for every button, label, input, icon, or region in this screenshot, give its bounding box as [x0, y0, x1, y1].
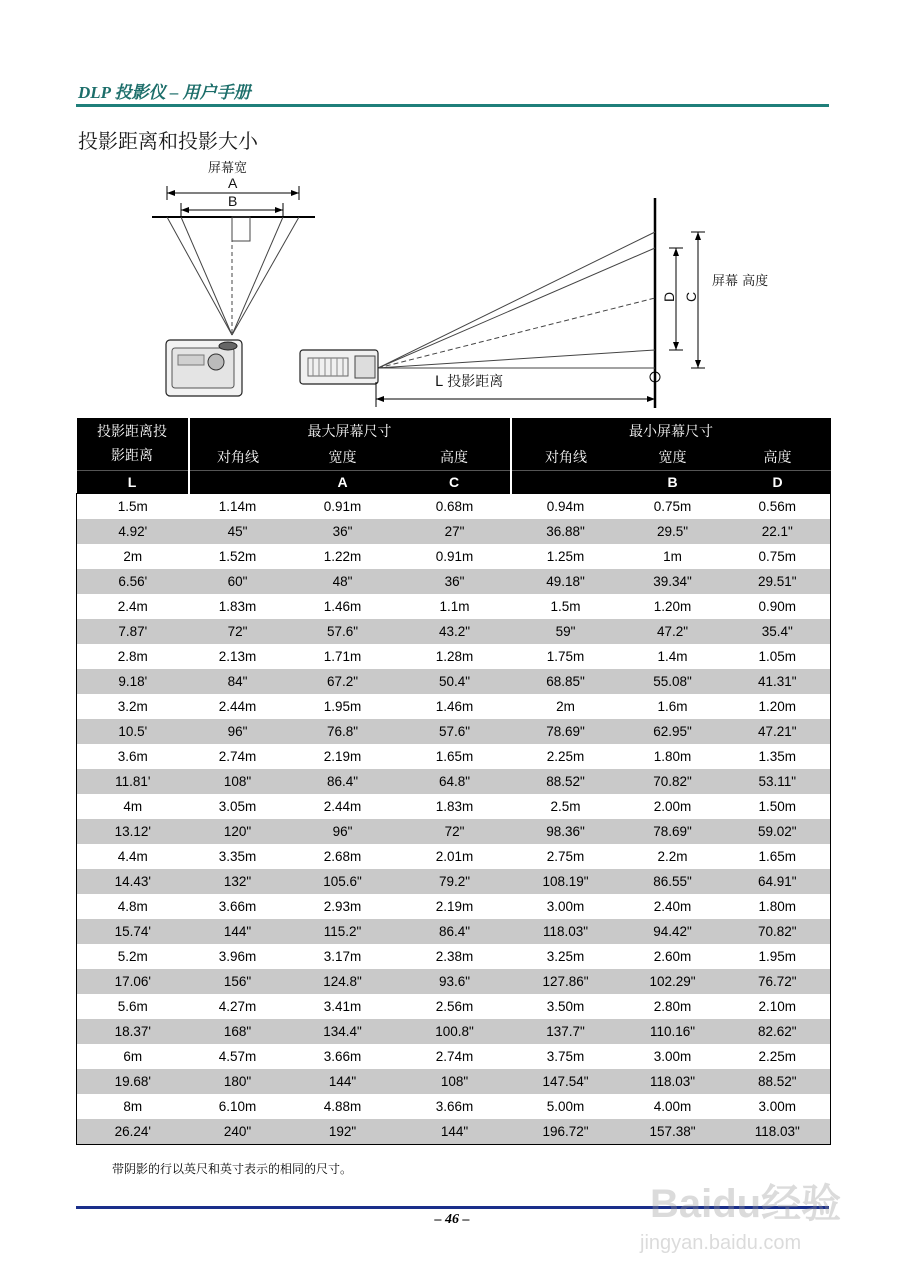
table-cell: 3.05m [218, 799, 257, 814]
table-cell: 1.95m [758, 949, 797, 964]
table-cell: 3.00m [546, 899, 585, 914]
table-cell: 27" [399, 519, 511, 544]
table-cell: 94.42" [621, 919, 725, 944]
table-cell: 4.4m [117, 849, 148, 864]
table-cell: 2.25m [758, 1049, 797, 1064]
table-cell: 10.5' [77, 719, 189, 744]
table-cell: 137.7" [511, 1019, 621, 1044]
table-cell: 1.65m [758, 849, 797, 864]
table-cell: 1.20m [758, 699, 797, 714]
table-cell: 3.00m [653, 1049, 692, 1064]
watermark [640, 1150, 860, 1270]
table-cell: 88.52" [511, 769, 621, 794]
table-cell: 1.14m [218, 499, 257, 514]
table-cell: 26.24' [77, 1119, 189, 1145]
table-cell: 7.87' [77, 619, 189, 644]
table-cell: 5.6m [117, 999, 148, 1014]
letter-a-header: A [287, 471, 399, 494]
table-cell: 110.16" [621, 1019, 725, 1044]
table-cell: 29.5" [621, 519, 725, 544]
table-row [77, 594, 831, 619]
table-cell: 57.6" [399, 719, 511, 744]
table-cell: 1.95m [323, 699, 362, 714]
table-row [77, 694, 831, 719]
table-cell: 127.86" [511, 969, 621, 994]
table-row [77, 1019, 831, 1044]
arrow-head [167, 190, 175, 196]
table-cell: 45" [189, 519, 287, 544]
projection-diagram [0, 150, 904, 415]
table-cell: 1.6m [657, 699, 688, 714]
table-cell: 43.2" [399, 619, 511, 644]
table-cell: 3.96m [218, 949, 257, 964]
arrow-head [695, 232, 701, 240]
table-cell: 67.2" [287, 669, 399, 694]
table-cell: 6.10m [218, 1099, 257, 1114]
table-cell: 4.8m [117, 899, 148, 914]
max-screen-size-header: 最大屏幕尺寸 [189, 418, 511, 444]
letter-b-header: B [621, 471, 725, 494]
table-cell: 47.21" [725, 719, 831, 744]
table-cell: 18.37' [77, 1019, 189, 1044]
table-cell: 2.38m [435, 949, 474, 964]
table-cell: 3.66m [323, 1049, 362, 1064]
table-cell: 144" [399, 1119, 511, 1145]
table-cell: 6.56' [77, 569, 189, 594]
projection-ray [167, 217, 232, 335]
table-cell: 2.93m [323, 899, 362, 914]
table-cell: 144" [189, 919, 287, 944]
table-row [77, 494, 831, 520]
table-row [77, 894, 831, 919]
table-cell: 1.83m [218, 599, 257, 614]
letter-a: A [228, 175, 238, 191]
projection-ray [378, 232, 655, 368]
table-cell: 1.80m [653, 749, 692, 764]
min-height-header: 高度 [725, 444, 831, 471]
table-cell: 96" [287, 819, 399, 844]
table-row [77, 844, 831, 869]
arrow-head [376, 396, 384, 402]
table-cell: 0.56m [758, 499, 797, 514]
table-cell: 36.88" [511, 519, 621, 544]
table-cell: 36" [399, 569, 511, 594]
table-cell: 1.50m [758, 799, 797, 814]
table-row [77, 619, 831, 644]
letter-c-header: C [399, 471, 511, 494]
table-cell: 1.75m [546, 649, 585, 664]
letter-c: C [683, 291, 699, 302]
table-cell: 76.8" [287, 719, 399, 744]
table-cell: 70.82" [621, 769, 725, 794]
table-cell: 4.88m [323, 1099, 362, 1114]
watermark-url: jingyan.baidu.com [640, 1232, 802, 1254]
table-cell: 134.4" [287, 1019, 399, 1044]
table-row [77, 919, 831, 944]
letter-blank-header [511, 471, 621, 494]
letter-b: B [228, 193, 238, 209]
table-cell: 0.91m [323, 499, 362, 514]
table-cell: 35.4" [725, 619, 831, 644]
table-row [77, 819, 831, 844]
table-cell: 11.81' [77, 769, 189, 794]
table-row [77, 544, 831, 569]
table-cell: 86.55" [621, 869, 725, 894]
table-cell: 2.10m [758, 999, 797, 1014]
table-cell: 120" [189, 819, 287, 844]
table-cell: 78.69" [621, 819, 725, 844]
table-cell: 2.75m [546, 849, 585, 864]
table-cell: 2.40m [653, 899, 692, 914]
arrow-head [181, 207, 189, 213]
table-cell: 105.6" [287, 869, 399, 894]
table-cell: 1.28m [435, 649, 474, 664]
table-cell: 0.90m [758, 599, 797, 614]
table-cell: 2.2m [657, 849, 688, 864]
table-cell: 5.00m [546, 1099, 585, 1114]
table-cell: 1.22m [323, 549, 362, 564]
table-body [77, 494, 831, 1145]
table-cell: 3.66m [435, 1099, 474, 1114]
arrow-head [291, 190, 299, 196]
table-cell: 132" [189, 869, 287, 894]
table-cell: 144" [287, 1069, 399, 1094]
letter-d-header: D [725, 471, 831, 494]
table-cell: 96" [189, 719, 287, 744]
distance-header-line2: 影距离 [111, 448, 153, 464]
table-cell: 2.56m [435, 999, 474, 1014]
header-divider [76, 104, 829, 107]
table-cell: 62.95" [621, 719, 725, 744]
table-cell: 59.02" [725, 819, 831, 844]
table-cell: 2.74m [218, 749, 257, 764]
table-cell: 118.03" [511, 919, 621, 944]
table-cell: 53.11" [725, 769, 831, 794]
table-cell: 4.92' [77, 519, 189, 544]
table-row [77, 1094, 831, 1119]
table-cell: 60" [189, 569, 287, 594]
table-cell: 1.80m [758, 899, 797, 914]
table-cell: 72" [189, 619, 287, 644]
table-cell: 2m [123, 549, 143, 564]
table-cell: 3.6m [117, 749, 148, 764]
table-cell: 29.51" [725, 569, 831, 594]
table-cell: 22.1" [725, 519, 831, 544]
projection-ray [232, 217, 283, 335]
table-cell: 6m [123, 1049, 143, 1064]
table-cell: 86.4" [399, 919, 511, 944]
table-cell: 2.00m [653, 799, 692, 814]
screen-width-label: 屏幕宽 [208, 161, 248, 176]
table-cell: 4.00m [653, 1099, 692, 1114]
table-cell: 3.75m [546, 1049, 585, 1064]
table-cell: 240" [189, 1119, 287, 1145]
table-cell: 3.25m [546, 949, 585, 964]
table-cell: 4.27m [218, 999, 257, 1014]
table-cell: 4m [123, 799, 143, 814]
projection-distance-label: L 投影距离 [435, 374, 504, 390]
table-cell: 0.91m [435, 549, 474, 564]
table-cell: 14.43' [77, 869, 189, 894]
table-cell: 2.13m [218, 649, 257, 664]
table-cell: 55.08" [621, 669, 725, 694]
table-cell: 156" [189, 969, 287, 994]
table-cell: 0.68m [435, 499, 474, 514]
table-cell: 82.62" [725, 1019, 831, 1044]
table-cell: 1.35m [758, 749, 797, 764]
table-cell: 41.31" [725, 669, 831, 694]
table-cell: 3.50m [546, 999, 585, 1014]
table-cell: 57.6" [287, 619, 399, 644]
table-cell: 3.00m [758, 1099, 797, 1114]
table-row [77, 519, 831, 544]
table-cell: 157.38" [621, 1119, 725, 1145]
watermark-brand: Baidu经验 [650, 1182, 842, 1226]
table-cell: 39.34" [621, 569, 725, 594]
table-cell: 108.19" [511, 869, 621, 894]
table-cell: 70.82" [725, 919, 831, 944]
table-cell: 2.01m [435, 849, 474, 864]
table-cell: 1.25m [546, 549, 585, 564]
projector-side-view [300, 350, 378, 384]
distance-header [77, 418, 189, 471]
table-cell: 15.74' [77, 919, 189, 944]
table-cell: 88.52" [725, 1069, 831, 1094]
table-cell: 1.46m [435, 699, 474, 714]
table-row [77, 1069, 831, 1094]
table-row [77, 769, 831, 794]
header-row-letters [77, 471, 831, 494]
table-row [77, 869, 831, 894]
table-cell: 124.8" [287, 969, 399, 994]
center-marker [232, 217, 250, 241]
header-row-columns [77, 444, 831, 471]
table-cell: 17.06' [77, 969, 189, 994]
table-cell: 1.71m [323, 649, 362, 664]
table-cell: 48" [287, 569, 399, 594]
table-cell: 5.2m [117, 949, 148, 964]
table-cell: 1.1m [439, 599, 470, 614]
arrow-head [695, 360, 701, 368]
table-cell: 3.35m [218, 849, 257, 864]
table-cell: 4.57m [218, 1049, 257, 1064]
projection-ray [378, 350, 655, 368]
table-row [77, 719, 831, 744]
min-width-header: 宽度 [621, 444, 725, 471]
arrow-head [673, 248, 679, 256]
table-cell: 1.83m [435, 799, 474, 814]
table-cell: 1m [663, 549, 682, 564]
table-cell: 49.18" [511, 569, 621, 594]
table-cell: 19.68' [77, 1069, 189, 1094]
letter-d: D [661, 291, 677, 302]
table-cell: 1.20m [653, 599, 692, 614]
table-cell: 64.91" [725, 869, 831, 894]
header-title: DLP 投影仪 – 用户手册 [78, 83, 251, 102]
table-row [77, 644, 831, 669]
table-row [77, 669, 831, 694]
table-row [77, 944, 831, 969]
table-cell: 8m [123, 1099, 143, 1114]
table-cell: 2.80m [653, 999, 692, 1014]
table-cell: 2.44m [323, 799, 362, 814]
table-cell: 2.5m [550, 799, 581, 814]
table-cell: 147.54" [511, 1069, 621, 1094]
table-cell: 108" [399, 1069, 511, 1094]
table-cell: 98.36" [511, 819, 621, 844]
letter-l-header: L [77, 471, 189, 494]
table-cell: 2.19m [435, 899, 474, 914]
table-cell: 3.2m [117, 699, 148, 714]
table-row [77, 969, 831, 994]
table-cell: 13.12' [77, 819, 189, 844]
min-diagonal-header: 对角线 [511, 444, 621, 471]
table-cell: 1.4m [657, 649, 688, 664]
screen-height-label: 屏幕 高度 [712, 274, 769, 289]
table-cell: 2.44m [218, 699, 257, 714]
header-row-group [77, 418, 831, 444]
table-cell: 1.5m [550, 599, 581, 614]
table-cell: 0.75m [758, 549, 797, 564]
distance-header-line1: 投影距离投 [97, 424, 167, 440]
table-cell: 84" [189, 669, 287, 694]
table-cell: 3.66m [218, 899, 257, 914]
table-cell: 168" [189, 1019, 287, 1044]
table-cell: 192" [287, 1119, 399, 1145]
table-cell: 2.60m [653, 949, 692, 964]
table-cell: 1.65m [435, 749, 474, 764]
arrow-head [673, 342, 679, 350]
projection-size-table [76, 418, 831, 1145]
table-cell: 72" [399, 819, 511, 844]
table-cell: 118.03" [725, 1119, 831, 1145]
table-row [77, 1044, 831, 1069]
table-cell: 79.2" [399, 869, 511, 894]
table-cell: 3.17m [323, 949, 362, 964]
table-row [77, 744, 831, 769]
table-cell: 9.18' [77, 669, 189, 694]
table-cell: 93.6" [399, 969, 511, 994]
table-row [77, 569, 831, 594]
table-cell: 2.8m [117, 649, 148, 664]
table-cell: 2m [556, 699, 575, 714]
table-cell: 47.2" [621, 619, 725, 644]
table-row [77, 1119, 831, 1145]
table-cell: 78.69" [511, 719, 621, 744]
max-height-header: 高度 [399, 444, 511, 471]
max-width-header: 宽度 [287, 444, 399, 471]
table-cell: 1.5m [117, 499, 148, 514]
min-screen-size-header: 最小屏幕尺寸 [511, 418, 831, 444]
table-cell: 108" [189, 769, 287, 794]
shading-footnote: 带阴影的行以英尺和英寸表示的相同的尺寸。 [112, 1162, 353, 1176]
table-cell: 3.41m [323, 999, 362, 1014]
projection-ray [232, 217, 299, 335]
table-cell: 1.05m [758, 649, 797, 664]
table-cell: 36" [287, 519, 399, 544]
table-cell: 59" [511, 619, 621, 644]
table-cell: 50.4" [399, 669, 511, 694]
table-cell: 2.68m [323, 849, 362, 864]
table-cell: 68.85" [511, 669, 621, 694]
projection-ray [181, 217, 232, 335]
table-cell: 1.46m [323, 599, 362, 614]
table-cell: 0.94m [546, 499, 585, 514]
table-cell: 64.8" [399, 769, 511, 794]
table-row [77, 994, 831, 1019]
table-cell: 2.74m [435, 1049, 474, 1064]
table-cell: 0.75m [653, 499, 692, 514]
table-cell: 196.72" [511, 1119, 621, 1145]
table-row [77, 794, 831, 819]
table-cell: 180" [189, 1069, 287, 1094]
max-diagonal-header: 对角线 [189, 444, 287, 471]
table-cell: 2.19m [323, 749, 362, 764]
arrow-head [275, 207, 283, 213]
table-cell: 100.8" [399, 1019, 511, 1044]
table-cell: 2.25m [546, 749, 585, 764]
table-cell: 115.2" [287, 919, 399, 944]
table-cell: 102.29" [621, 969, 725, 994]
table-cell: 1.52m [218, 549, 257, 564]
section-title: 投影距离和投影大小 [78, 129, 258, 153]
table-cell: 86.4" [287, 769, 399, 794]
letter-blank-header [189, 471, 287, 494]
table-cell: 76.72" [725, 969, 831, 994]
page-number: – 46 – [434, 1212, 470, 1227]
table-cell: 2.4m [117, 599, 148, 614]
table-cell: 118.03" [621, 1069, 725, 1094]
projector-top-view [166, 340, 242, 396]
